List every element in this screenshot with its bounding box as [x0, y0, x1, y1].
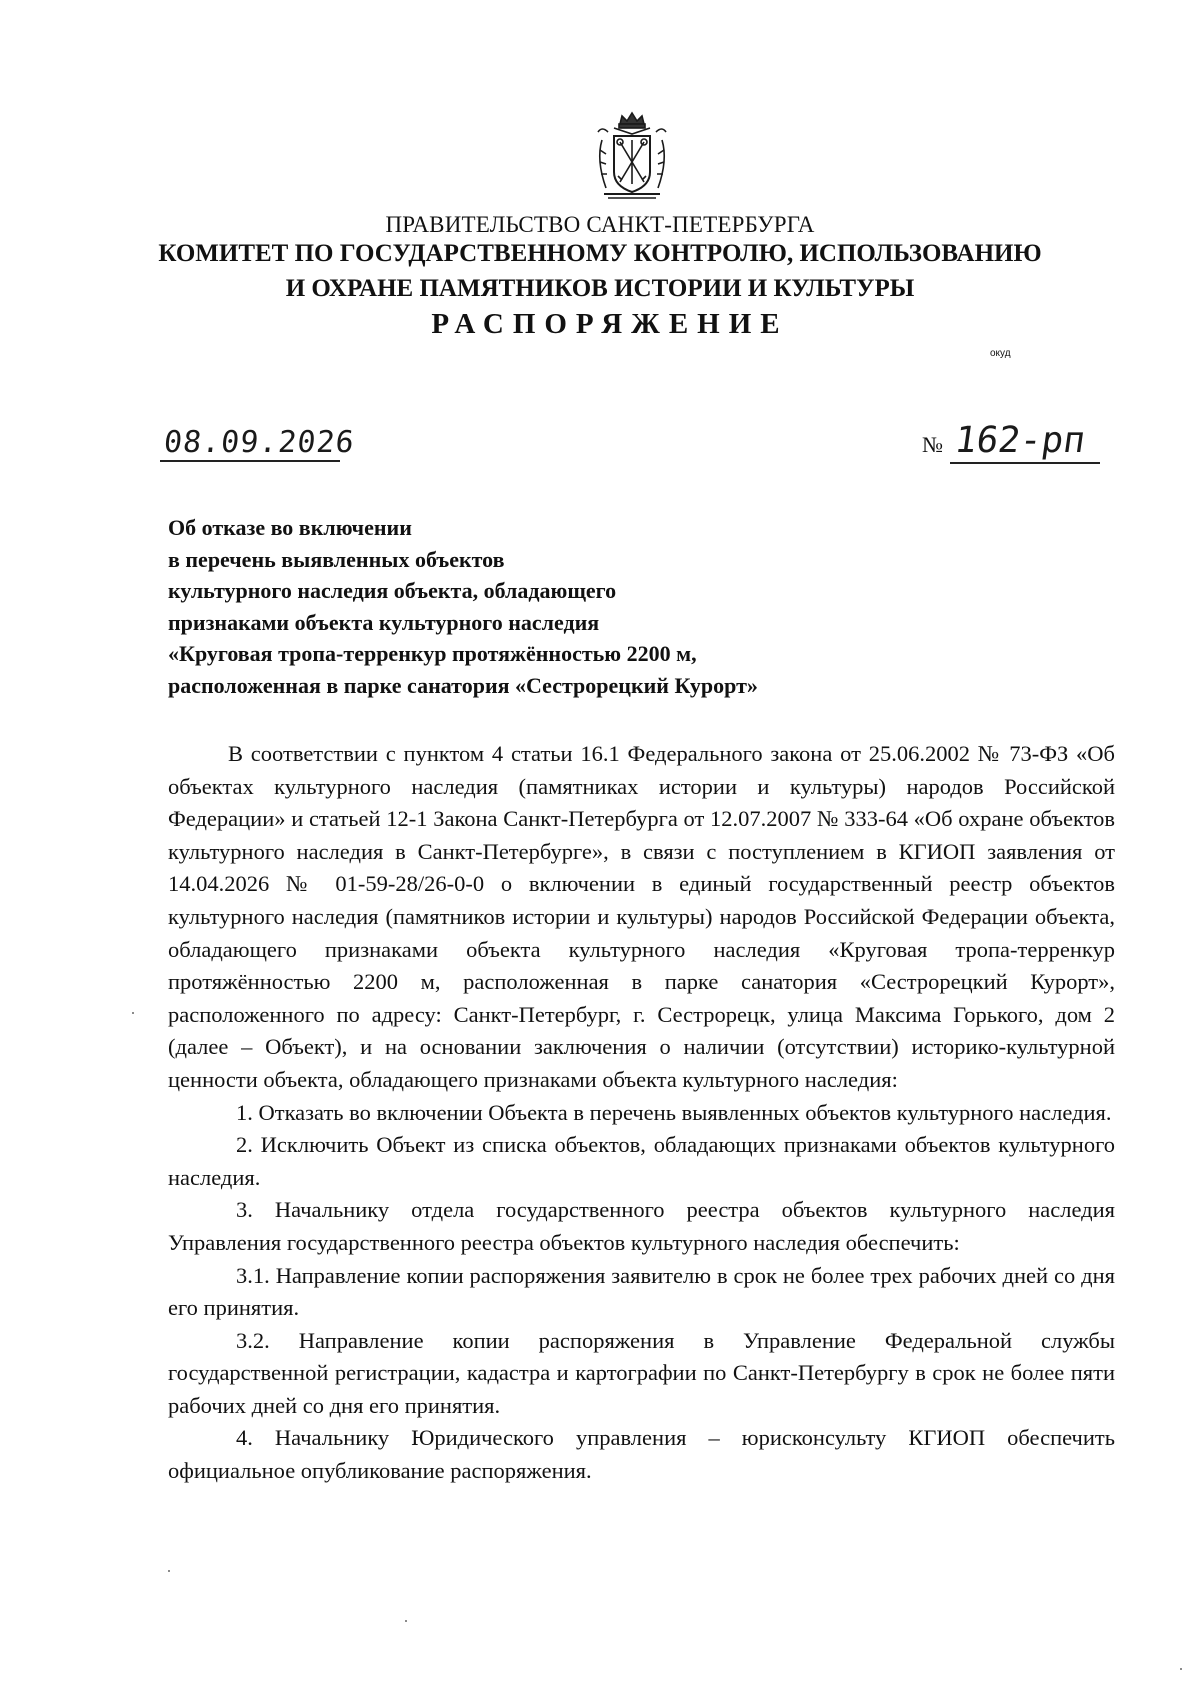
subject-line: Об отказе во включении	[168, 515, 412, 540]
scan-artifact	[1180, 1668, 1182, 1670]
number-sign: №	[922, 432, 943, 457]
order-item-3-2: 3.2. Направление копии распоряжения в Управление Федеральной службы государственной регистрации, кадастра и картографии по Санкт-Петербургу в срок не более пяти рабочих дней со дня его принятия.	[168, 1327, 1115, 1418]
subject-line: «Круговая тропа-терренкур протяжённостью 2200 м,	[168, 641, 697, 666]
subject-line: в перечень выявленных объектов	[168, 546, 505, 572]
subject-line: расположенная в парке санатория «Сестрорецкий Курорт»	[168, 672, 758, 698]
document-number: 162-рп	[952, 420, 1088, 461]
date-underline	[160, 460, 340, 462]
document-date: 08.09.2026	[162, 425, 357, 460]
order-item-4: 4. Начальнику Юридического управления – юрисконсульту КГИОП обеспечить официальное опубликование распоряжения.	[168, 1425, 1115, 1484]
number-underline	[950, 462, 1100, 464]
preamble-paragraph: В соответствии с пунктом 4 статьи 16.1 Федерального закона от 25.06.2002 № 73-ФЗ «Об объектах культурного наследия (памятниках истории и культуры) народов Российской Федерации» и статьей 12-1 Закона Санкт-Петербурга от 12.07.2007 № 333-64 «Об охране объектов культурного наследия в Санкт-Петербурге», в связи с поступлением в КГИОП заявления от 14.04.2026 № 01-59-28/26-0-0 о включении в единый государственный реестр объектов культурного наследия (памятников истории и культуры) народов Российской Федерации объекта, обладающего признаками объекта культурного наследия «Круговая тропа-терренкур протяжённостью 2200 м, расположенная в парке санатория «Сестрорецкий Курорт», расположенного по адресу: Санкт-Петербург, г. Сестрорецк, улица Максима Горького, дом 2 (далее – Объект), и на основании заключения о наличии (отсутствии) историко-культурной ценности объекта, обладающего признаками объекта культурного наследия:	[168, 741, 1115, 1092]
document-type-title: РАСПОРЯЖЕНИЕ	[431, 308, 789, 340]
committee-name-line2: И ОХРАНЕ ПАМЯТНИКОВ ИСТОРИИ И КУЛЬТУРЫ	[285, 275, 915, 302]
coat-of-arms-icon	[592, 110, 672, 210]
document-subject	[168, 512, 868, 701]
document-body	[168, 738, 1115, 1488]
order-item-3: 3. Начальнику отдела государственного реестра объектов культурного наследия Управления государственного реестра объектов культурного наследия обеспечить:	[168, 1197, 1115, 1255]
order-item-2: 2. Исключить Объект из списка объектов, обладающих признаками объектов культурного наследия.	[168, 1132, 1115, 1190]
okud-label: окуд	[990, 348, 1011, 359]
committee-name-line1: КОМИТЕТ ПО ГОСУДАРСТВЕННОМУ КОНТРОЛЮ, ИСПОЛЬЗОВАНИЮ	[158, 240, 1042, 267]
order-item-1: 1. Отказать во включении Объекта в перечень выявленных объектов культурного наследия.	[236, 1099, 1112, 1125]
scan-artifact	[132, 1012, 134, 1014]
scan-artifact	[405, 1620, 407, 1622]
subject-line: культурного наследия объекта, обладающего	[168, 578, 617, 603]
subject-line: признаками объекта культурного наследия	[168, 609, 600, 635]
government-name: ПРАВИТЕЛЬСТВО САНКТ-ПЕТЕРБУРГА	[385, 212, 815, 237]
order-item-3-1: 3.1. Направление копии распоряжения заявителю в срок не более трех рабочих дней со дня его принятия.	[168, 1262, 1115, 1321]
scan-artifact	[168, 1570, 170, 1572]
